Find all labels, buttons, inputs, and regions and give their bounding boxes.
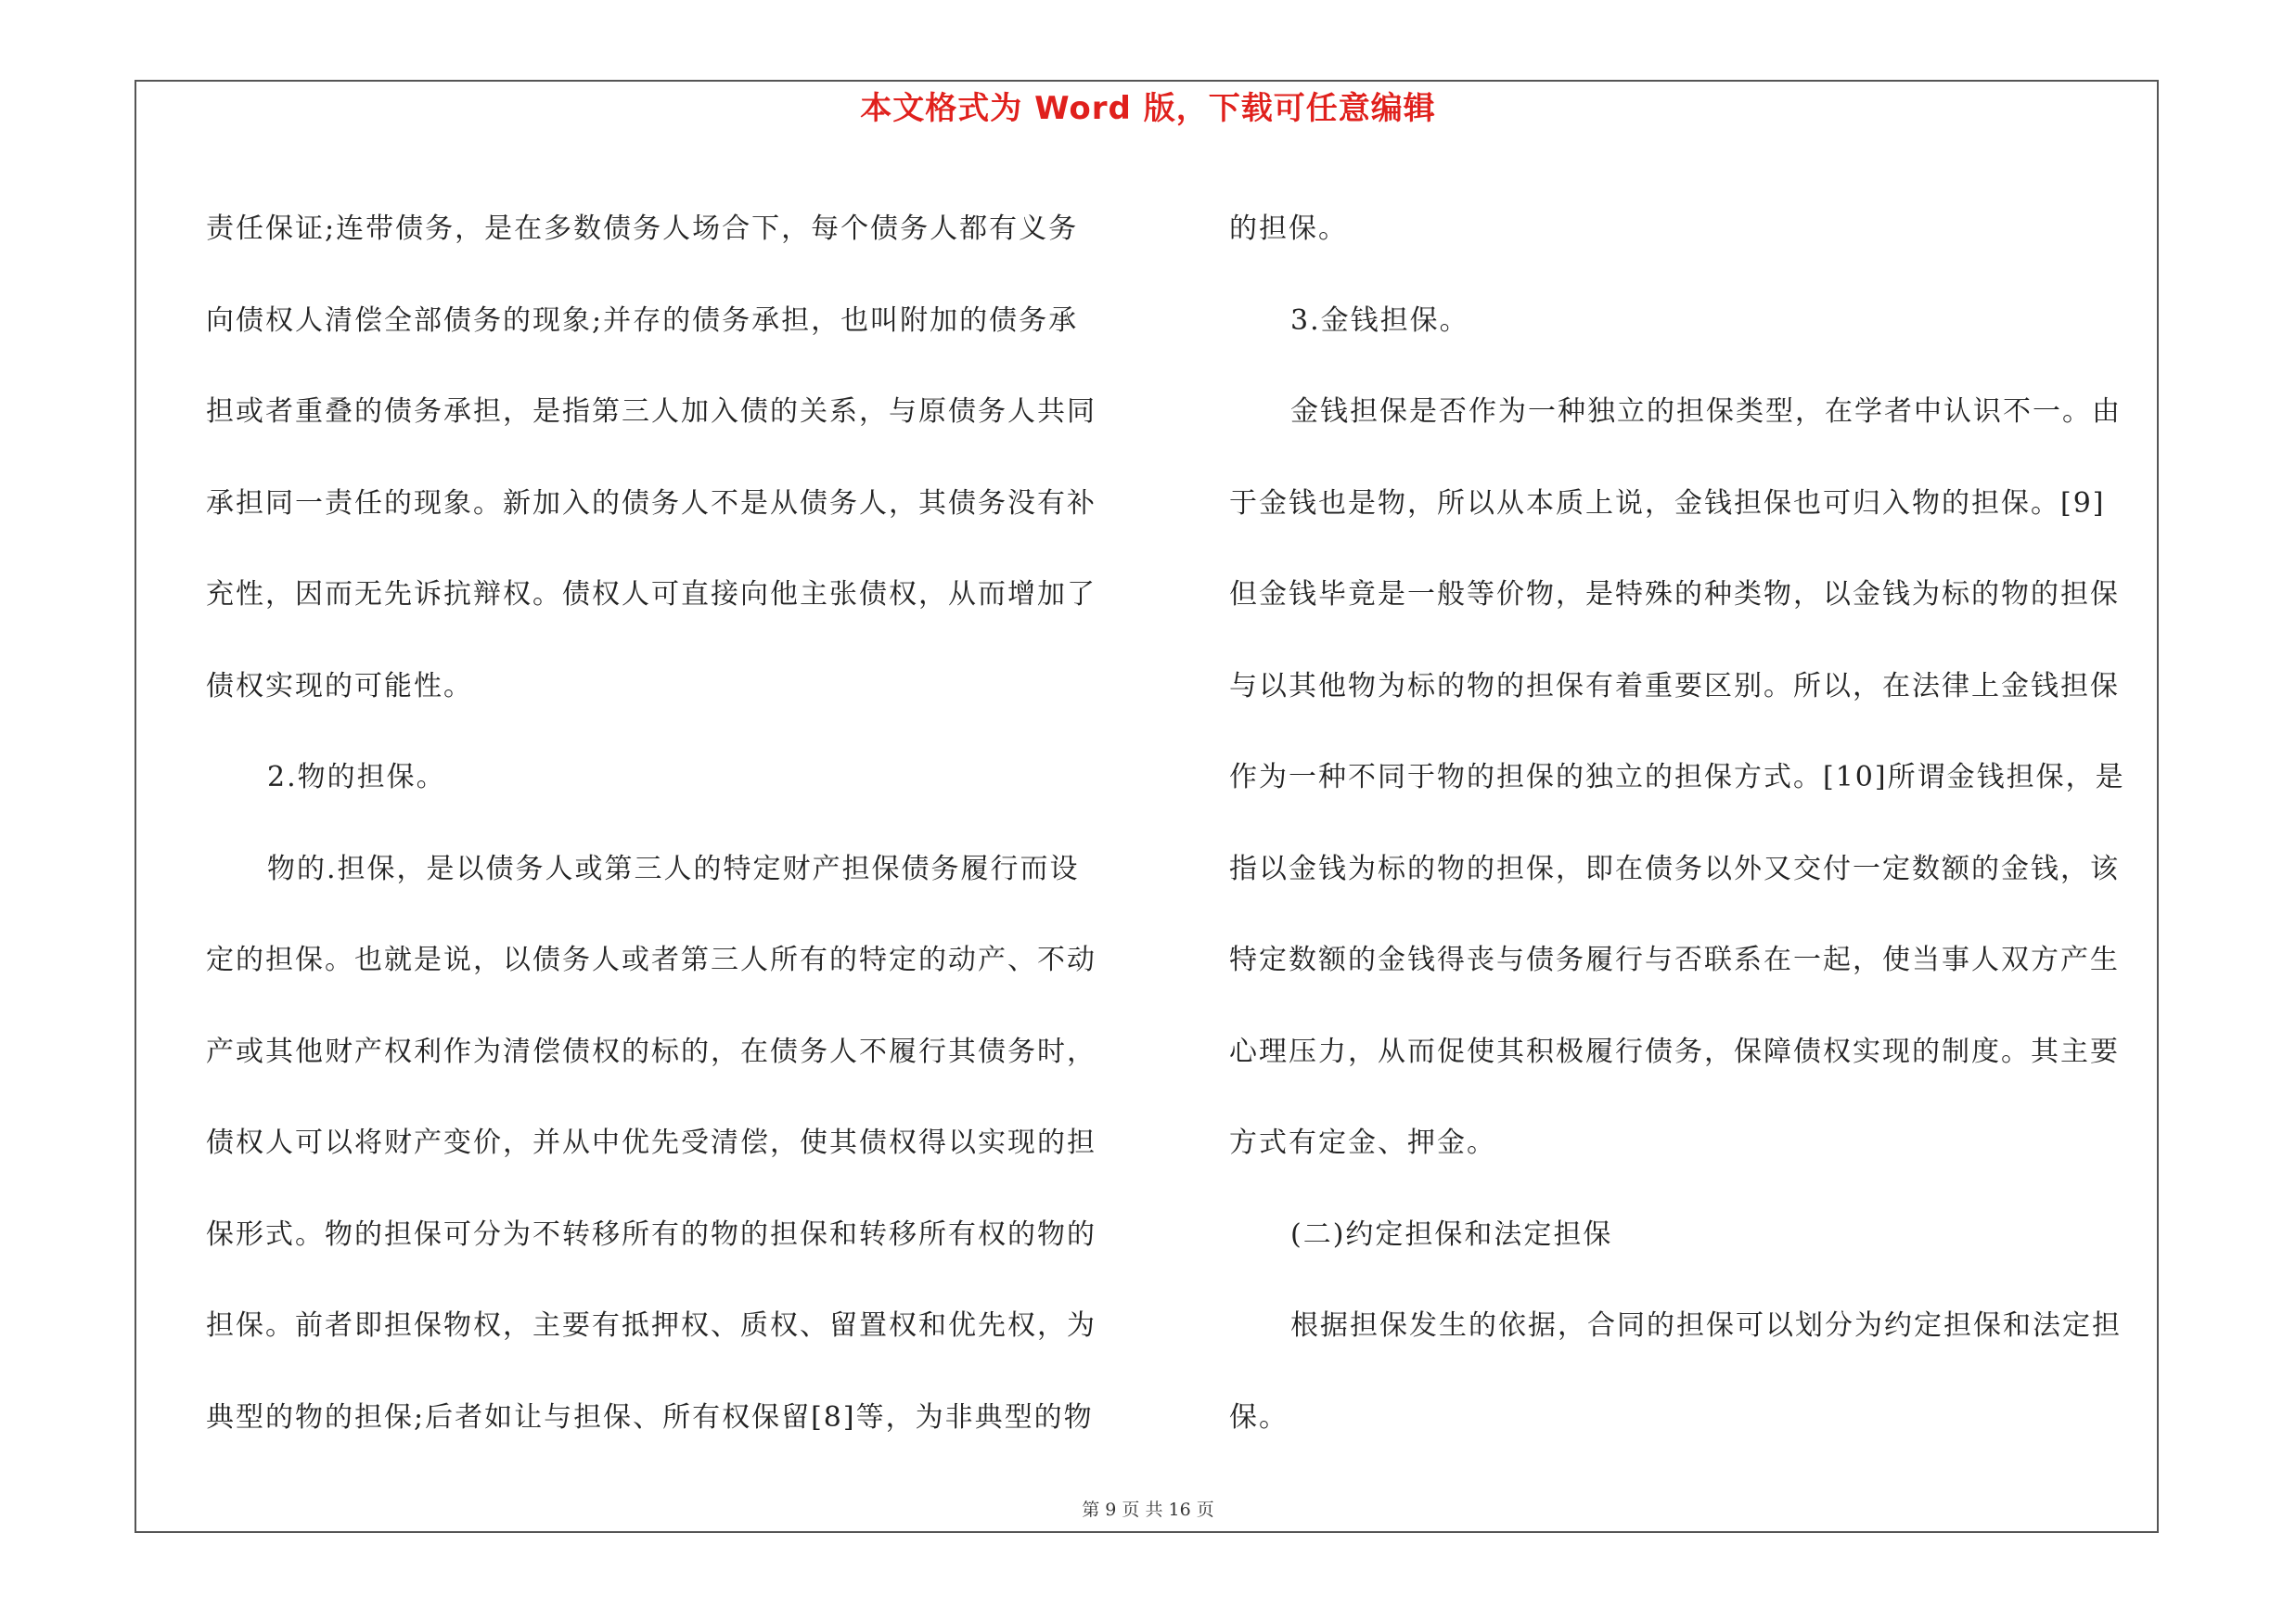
body-line: 定的担保。也就是说，以债务人或者第三人所有的特定的动产、不动 bbox=[206, 944, 1097, 976]
body-line: 责任保证;连带债务，是在多数债务人场合下，每个债务人都有义务 bbox=[206, 213, 1079, 245]
body-line: 债权实现的可能性。 bbox=[206, 669, 473, 702]
body-line: 物的.担保，是以债务人或第三人的特定财产担保债务履行而设 bbox=[267, 852, 1080, 885]
body-line: 于金钱也是物，所以从本质上说，金钱担保也可归入物的担保。[9] bbox=[1229, 486, 2106, 520]
section-heading: (二)约定担保和法定担保 bbox=[1290, 1217, 1613, 1251]
body-line: 典型的物的担保;后者如让与担保、所有权保留[8]等，为非典型的物 bbox=[206, 1400, 1094, 1434]
body-line: 担保。前者即担保物权，主要有抵押权、质权、留置权和优先权，为 bbox=[206, 1309, 1097, 1342]
body-line: 与以其他物为标的物的担保有着重要区别。所以，在法律上金钱担保 bbox=[1229, 669, 2120, 702]
body-line: 特定数额的金钱得丧与债务履行与否联系在一起，使当事人双方产生 bbox=[1229, 944, 2120, 976]
body-line: 保。 bbox=[1229, 1400, 1289, 1434]
body-line: 债权人可以将财产变价，并从中优先受清偿，使其债权得以实现的担 bbox=[206, 1127, 1097, 1159]
body-line: 保形式。物的担保可分为不转移所有的物的担保和转移所有权的物的 bbox=[206, 1217, 1097, 1251]
right-column bbox=[1229, 184, 2157, 1463]
body-line: 担或者重叠的债务承担，是指第三人加入债的关系，与原债务人共同 bbox=[206, 395, 1097, 428]
section-heading: 2.物的担保。 bbox=[267, 761, 446, 793]
body-line: 作为一种不同于物的担保的独立的担保方式。[10]所谓金钱担保，是 bbox=[1229, 761, 2125, 793]
format-banner: 本文格式为 Word 版，下载可任意编辑 bbox=[860, 90, 1436, 127]
body-line: 但金钱毕竟是一般等价物，是特殊的种类物，以金钱为标的物的担保 bbox=[1229, 578, 2120, 611]
section-heading: 3.金钱担保。 bbox=[1290, 303, 1469, 337]
body-line: 方式有定金、押金。 bbox=[1229, 1127, 1496, 1159]
page-number-footer: 第 9 页 共 16 页 bbox=[1082, 1500, 1214, 1520]
body-line: 指以金钱为标的物的担保，即在债务以外又交付一定数额的金钱，该 bbox=[1229, 852, 2120, 885]
body-line: 产或其他财产权利作为清偿债权的标的，在债务人不履行其债务时， bbox=[206, 1035, 1097, 1068]
body-line: 根据担保发生的依据，合同的担保可以划分为约定担保和法定担 bbox=[1290, 1309, 2122, 1342]
body-line: 的担保。 bbox=[1229, 213, 1348, 245]
body-line: 承担同一责任的现象。新加入的债务人不是从债务人，其债务没有补 bbox=[206, 486, 1097, 520]
left-column bbox=[206, 184, 1143, 1463]
body-line: 向债权人清偿全部债务的现象;并存的债务承担，也叫附加的债务承 bbox=[206, 303, 1079, 337]
body-line: 心理压力，从而促使其积极履行债务，保障债权实现的制度。其主要 bbox=[1229, 1035, 2120, 1068]
body-line: 金钱担保是否作为一种独立的担保类型，在学者中认识不一。由 bbox=[1290, 395, 2122, 428]
body-line: 充性，因而无先诉抗辩权。债权人可直接向他主张债权，从而增加了 bbox=[206, 578, 1097, 611]
